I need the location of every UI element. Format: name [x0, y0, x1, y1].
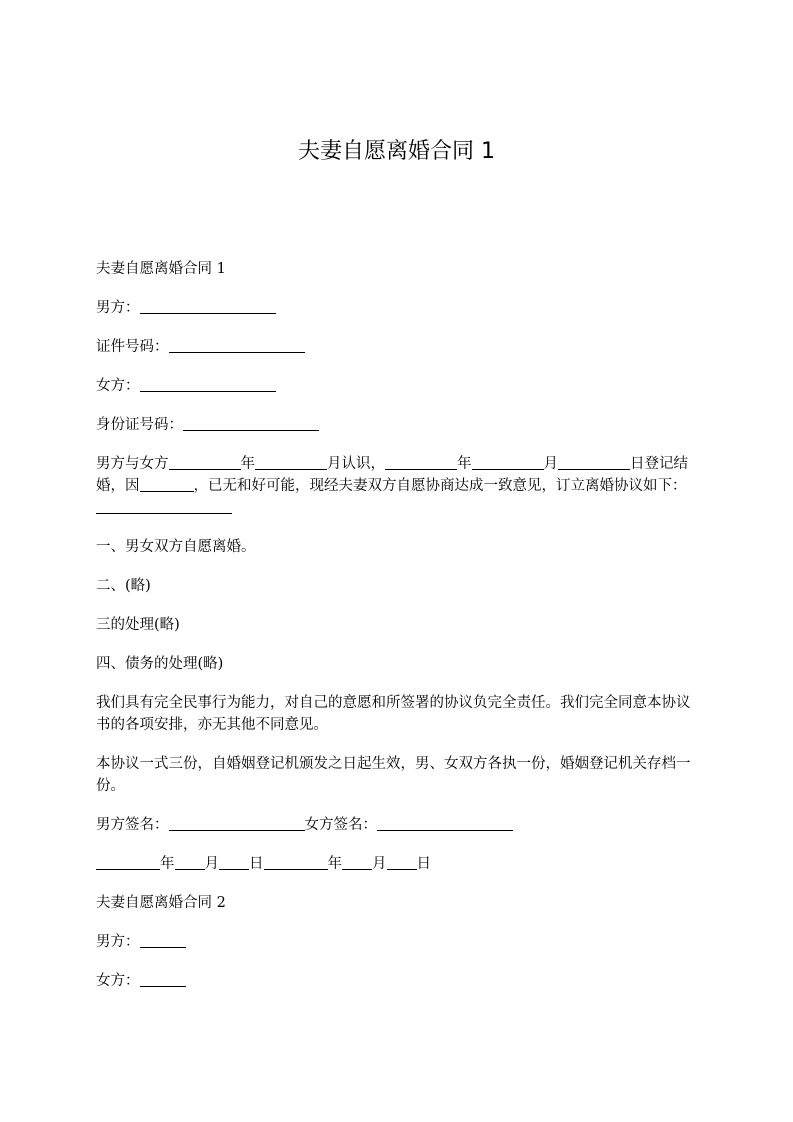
date-month-1: 月 [204, 856, 219, 872]
idcard-label: 身份证号码： [96, 417, 183, 433]
id-field-line [96, 336, 700, 358]
id-label: 证件号码： [96, 339, 169, 355]
reason-blank[interactable] [140, 477, 194, 492]
female-day-blank[interactable] [387, 855, 417, 870]
id-blank[interactable] [169, 338, 305, 353]
document-title: 夫妻自愿离婚合同 1 [298, 139, 495, 164]
intro-year: 年 [240, 456, 255, 472]
female-field-line [96, 375, 700, 397]
item-1: 一、男女双方自愿离婚。 [96, 539, 256, 555]
female-label: 女方： [96, 378, 140, 394]
male-label: 男方： [96, 300, 140, 316]
document-body [96, 258, 700, 1009]
item-3: 三的处理(略) [96, 617, 180, 633]
meet-month-blank[interactable] [255, 455, 327, 470]
contract2-female-blank[interactable] [140, 972, 186, 987]
intro-paragraph [96, 453, 700, 519]
reg-year-blank[interactable] [385, 455, 457, 470]
intro-day-reg: 日登记结婚，因 [96, 456, 688, 494]
contract1-heading: 夫妻自愿离婚合同 1 [96, 261, 226, 277]
intro-month-2: 月 [543, 456, 558, 472]
male-day-blank[interactable] [219, 855, 249, 870]
date-month-2: 月 [372, 856, 387, 872]
item-2: 二、(略) [96, 578, 151, 594]
female-blank[interactable] [140, 377, 276, 392]
terms-blank[interactable] [96, 499, 232, 514]
intro-text-2: ，已无和好可能，现经夫妻双方自愿协商达成一致意见，订立离婚协议如下： [193, 478, 687, 494]
male-sign-label: 男方签名： [96, 817, 169, 833]
date-day-2: 日 [416, 856, 431, 872]
contract2-female-label: 女方： [96, 973, 140, 989]
female-month-blank[interactable] [342, 855, 372, 870]
intro-year-2: 年 [457, 456, 472, 472]
date-year-1: 年 [160, 856, 175, 872]
statement-paragraph: 我们具有完全民事行为能力，对自己的意愿和所签署的协议负完全责任。我们完全同意本协议书的各项安排，亦无其他不同意见。 [96, 695, 691, 733]
female-sign-label: 女方签名： [304, 817, 377, 833]
male-field-line [96, 297, 700, 319]
contract2-female-line [96, 970, 700, 992]
contract2-heading: 夫妻自愿离婚合同 2 [96, 895, 226, 911]
intro-month-meet: 月认识， [327, 456, 385, 472]
idcard-blank[interactable] [183, 416, 319, 431]
reg-month-blank[interactable] [472, 455, 544, 470]
contract2-male-blank[interactable] [140, 933, 186, 948]
meet-year-blank[interactable] [169, 455, 241, 470]
female-sign-blank[interactable] [377, 816, 513, 831]
contract2-male-label: 男方： [96, 934, 140, 950]
male-sign-blank[interactable] [169, 816, 305, 831]
intro-text-1: 男方与女方 [96, 456, 169, 472]
idcard-field-line [96, 414, 700, 436]
item-4: 四、债务的处理(略) [96, 656, 224, 672]
male-year-blank[interactable] [96, 855, 160, 870]
date-line [96, 853, 700, 875]
signature-line [96, 814, 700, 836]
male-month-blank[interactable] [175, 855, 205, 870]
male-blank[interactable] [140, 299, 276, 314]
contract2-male-line [96, 931, 700, 953]
date-day-1: 日 [249, 856, 264, 872]
date-year-2: 年 [327, 856, 342, 872]
female-year-blank[interactable] [264, 855, 328, 870]
reg-day-blank[interactable] [558, 455, 630, 470]
copies-paragraph: 本协议一式三份，自婚姻登记机颁发之日起生效，男、女双方各执一份，婚姻登记机关存档一份。 [96, 756, 691, 794]
